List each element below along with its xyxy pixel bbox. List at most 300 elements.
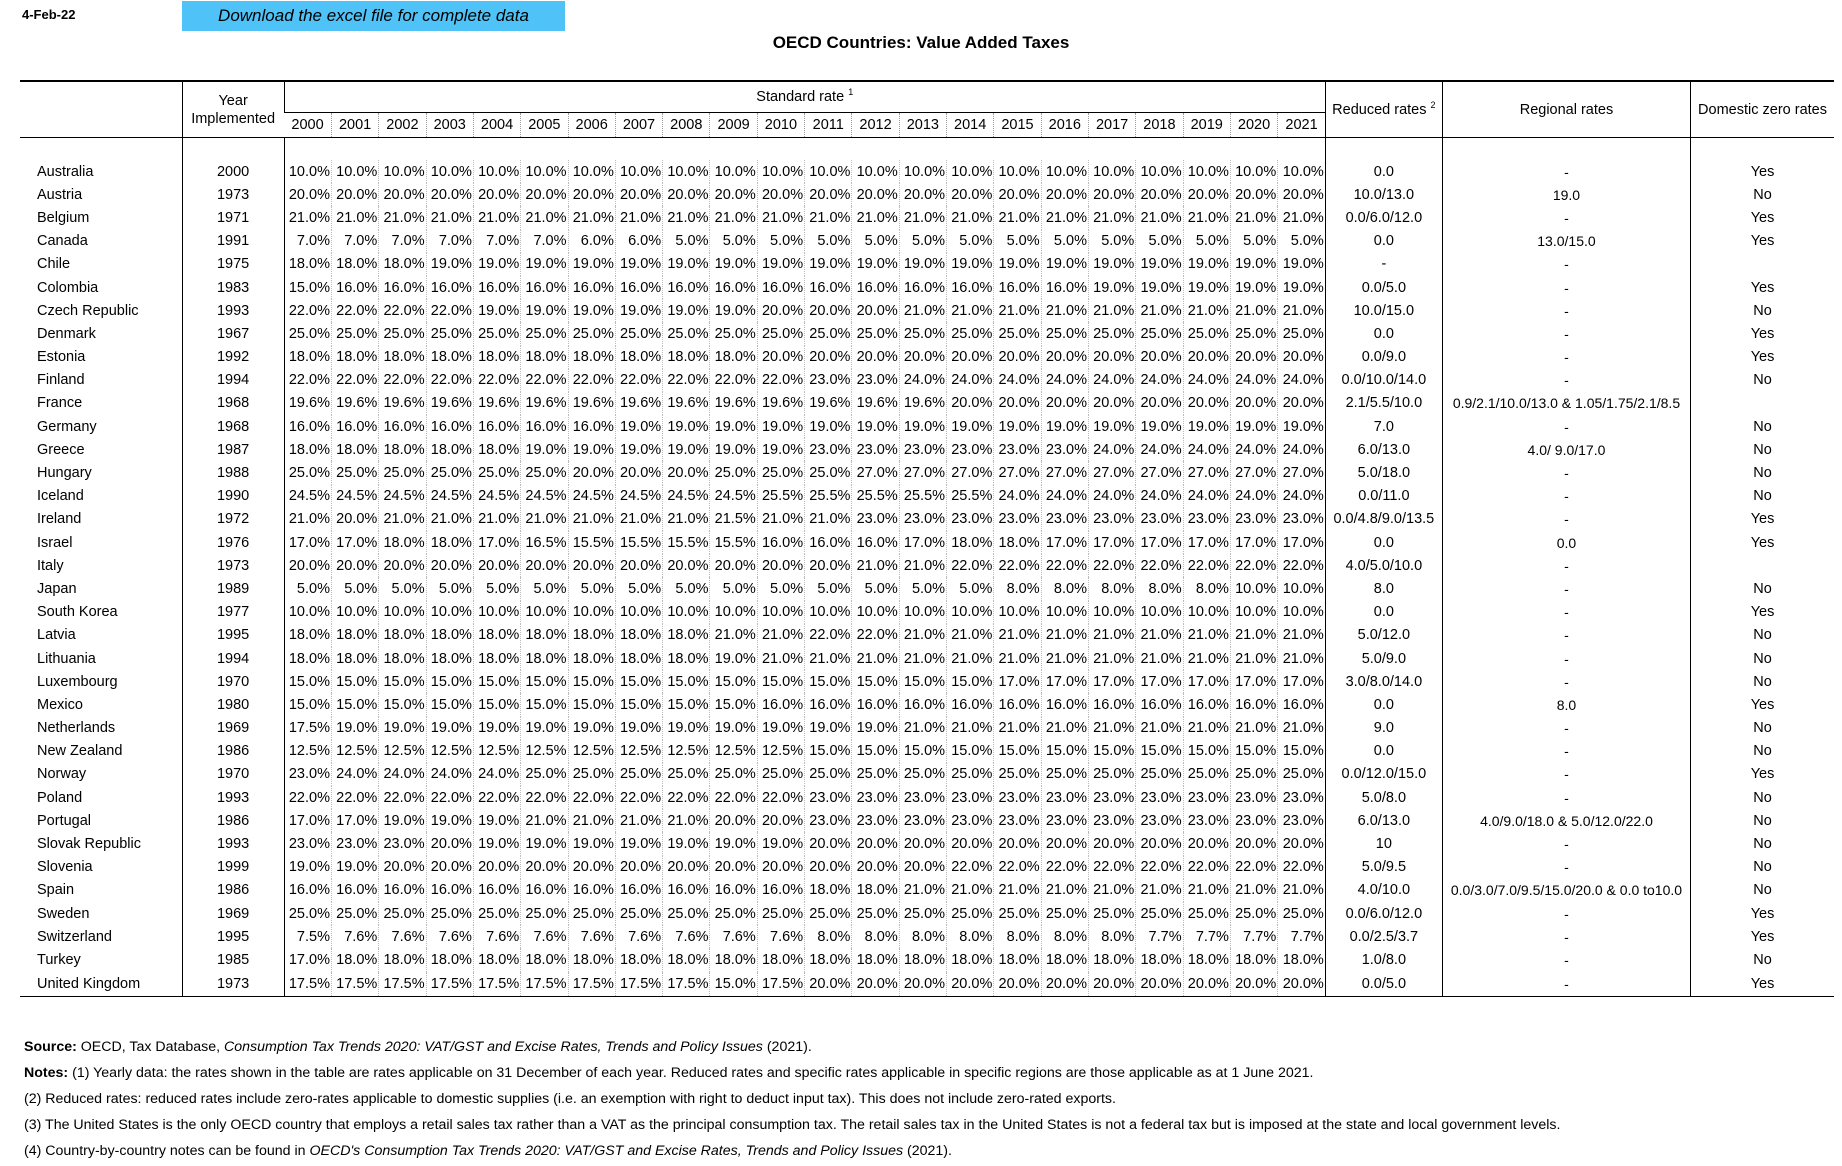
standard-rate-cell: 18.0%	[473, 948, 520, 971]
standard-rate-cell: 19.0%	[615, 438, 662, 461]
standard-rate-cell: 16.0%	[805, 276, 852, 299]
standard-rate-cell: 20.0%	[379, 856, 426, 879]
standard-rate-cell: 24.0%	[1136, 438, 1183, 461]
domestic-zero-cell: Yes	[1691, 601, 1834, 624]
standard-rate-cell: 24.5%	[284, 485, 331, 508]
standard-rate-cell: 15.0%	[852, 740, 899, 763]
standard-rate-cell: 21.0%	[331, 206, 378, 229]
standard-rate-cell: 20.0%	[1183, 392, 1230, 415]
standard-rate-cell: 21.0%	[663, 508, 710, 531]
standard-rate-cell: 23.0%	[1041, 438, 1088, 461]
table-row	[20, 322, 1834, 345]
standard-rate-cell: 22.0%	[852, 624, 899, 647]
standard-rate-cell: 17.0%	[1136, 531, 1183, 554]
standard-rate-cell: 19.0%	[1136, 253, 1183, 276]
standard-rate-cell: 10.0%	[899, 160, 946, 183]
standard-rate-cell: 15.0%	[284, 693, 331, 716]
regional-rates-cell: -	[1442, 346, 1690, 369]
standard-rate-cell: 16.0%	[852, 276, 899, 299]
regional-rates-cell: -	[1442, 415, 1690, 438]
year-implemented-cell: 1993	[182, 832, 284, 855]
standard-rate-cell: 24.0%	[899, 369, 946, 392]
standard-rate-cell: 22.0%	[331, 369, 378, 392]
standard-rate-cell: 10.0%	[379, 601, 426, 624]
regional-rates-cell: -	[1442, 670, 1690, 693]
standard-rate-cell: 5.0%	[899, 230, 946, 253]
standard-rate-cell: 21.0%	[1278, 717, 1326, 740]
standard-rate-cell: 18.0%	[331, 647, 378, 670]
standard-rate-cell: 17.0%	[473, 531, 520, 554]
standard-rate-cell: 25.0%	[710, 763, 757, 786]
standard-rate-cell: 15.0%	[852, 670, 899, 693]
standard-rate-cell: 16.0%	[663, 276, 710, 299]
standard-rate-cell: 12.5%	[710, 740, 757, 763]
standard-rate-cell: 24.0%	[379, 763, 426, 786]
domestic-zero-cell: No	[1691, 717, 1834, 740]
standard-rate-cell: 10.0%	[1088, 601, 1135, 624]
year-implemented-cell: 1985	[182, 948, 284, 971]
table-row	[20, 601, 1834, 624]
standard-rate-cell: 19.0%	[615, 299, 662, 322]
standard-rate-cell: 19.0%	[663, 415, 710, 438]
standard-rate-cell: 18.0%	[284, 624, 331, 647]
standard-rate-cell: 19.0%	[1183, 276, 1230, 299]
reduced-rates-cell: 7.0	[1325, 415, 1442, 438]
standard-rate-cell: 25.0%	[757, 902, 804, 925]
standard-rate-cell: 16.0%	[568, 879, 615, 902]
standard-rate-cell: 18.0%	[1136, 948, 1183, 971]
standard-rate-cell: 5.0%	[615, 577, 662, 600]
standard-rate-cell: 15.0%	[615, 693, 662, 716]
standard-rate-cell: 23.0%	[994, 786, 1041, 809]
standard-rate-cell: 12.5%	[284, 740, 331, 763]
standard-rate-cell: 25.0%	[663, 322, 710, 345]
standard-rate-cell: 18.0%	[284, 438, 331, 461]
standard-rate-cell: 15.0%	[1278, 740, 1326, 763]
standard-rate-cell: 10.0%	[852, 160, 899, 183]
standard-rate-cell: 25.0%	[899, 902, 946, 925]
standard-rate-cell: 16.0%	[1230, 693, 1277, 716]
standard-rate-cell: 25.0%	[568, 763, 615, 786]
standard-rate-cell: 24.0%	[1088, 369, 1135, 392]
standard-rate-cell: 17.5%	[426, 972, 473, 997]
standard-rate-cell: 20.0%	[663, 856, 710, 879]
standard-rate-cell: 7.6%	[473, 925, 520, 948]
standard-rate-cell: 24.5%	[473, 485, 520, 508]
standard-rate-cell: 25.0%	[284, 461, 331, 484]
standard-rate-cell: 20.0%	[1230, 392, 1277, 415]
standard-rate-cell: 25.0%	[757, 461, 804, 484]
standard-rate-cell: 21.0%	[568, 508, 615, 531]
standard-rate-cell: 19.6%	[284, 392, 331, 415]
standard-rate-cell: 18.0%	[615, 647, 662, 670]
standard-rate-cell: 21.0%	[899, 717, 946, 740]
regional-rates-cell: 0.0	[1442, 531, 1690, 554]
reduced-rates-cell: 0.0/9.0	[1325, 346, 1442, 369]
standard-rate-cell: 20.0%	[1088, 392, 1135, 415]
table-row	[20, 693, 1834, 716]
standard-rate-cell: 25.0%	[521, 322, 568, 345]
country-cell: Norway	[37, 766, 87, 783]
standard-rate-cell: 19.6%	[899, 392, 946, 415]
table-row	[20, 160, 1834, 183]
standard-rate-cell: 21.0%	[899, 647, 946, 670]
standard-rate-cell: 15.0%	[994, 740, 1041, 763]
standard-rate-cell: 21.0%	[379, 206, 426, 229]
year-implemented-cell: 1977	[182, 601, 284, 624]
standard-rate-cell: 25.0%	[663, 902, 710, 925]
standard-rate-cell: 19.0%	[473, 809, 520, 832]
standard-rate-cell: 21.0%	[1183, 624, 1230, 647]
standard-rate-cell: 25.0%	[994, 902, 1041, 925]
standard-rate-cell: 20.0%	[1230, 346, 1277, 369]
country-cell: Ireland	[37, 511, 82, 528]
domestic-zero-cell: No	[1691, 299, 1834, 322]
standard-rate-cell: 22.0%	[1230, 856, 1277, 879]
standard-rate-cell: 19.0%	[1278, 253, 1326, 276]
reduced-rates-cell: 0.0/6.0/12.0	[1325, 902, 1442, 925]
reduced-rates-cell: 5.0/8.0	[1325, 786, 1442, 809]
standard-rate-cell: 20.0%	[568, 856, 615, 879]
standard-rate-cell: 12.5%	[521, 740, 568, 763]
standard-rate-cell: 19.0%	[473, 299, 520, 322]
standard-rate-cell: 19.0%	[757, 253, 804, 276]
standard-rate-cell: 20.0%	[426, 832, 473, 855]
standard-rate-cell: 18.0%	[521, 346, 568, 369]
standard-rate-cell: 23.0%	[994, 508, 1041, 531]
domestic-zero-cell: Yes	[1691, 925, 1834, 948]
standard-rate-cell: 24.0%	[994, 485, 1041, 508]
standard-rate-cell: 10.0%	[426, 160, 473, 183]
country-cell: Poland	[37, 789, 83, 806]
table-row	[20, 554, 1834, 577]
standard-rate-cell: 25.0%	[1136, 322, 1183, 345]
standard-rate-cell: 24.0%	[1183, 485, 1230, 508]
standard-rate-cell: 21.0%	[521, 206, 568, 229]
standard-rate-cell: 22.0%	[1088, 554, 1135, 577]
year-implemented-cell: 1972	[182, 508, 284, 531]
standard-rate-cell: 19.0%	[521, 253, 568, 276]
standard-rate-cell: 15.0%	[379, 693, 426, 716]
standard-rate-cell: 21.0%	[757, 624, 804, 647]
standard-rate-cell: 20.0%	[1183, 346, 1230, 369]
standard-rate-cell: 24.0%	[994, 369, 1041, 392]
standard-rate-cell: 23.0%	[994, 809, 1041, 832]
standard-rate-cell: 17.0%	[994, 670, 1041, 693]
standard-rate-cell: 10.0%	[615, 601, 662, 624]
standard-rate-cell: 19.0%	[710, 438, 757, 461]
domestic-zero-cell: Yes	[1691, 902, 1834, 925]
standard-rate-cell: 24.0%	[1183, 369, 1230, 392]
standard-rate-cell: 23.0%	[805, 786, 852, 809]
standard-rate-cell: 8.0%	[947, 925, 994, 948]
standard-rate-cell: 21.0%	[994, 647, 1041, 670]
standard-rate-cell: 24.0%	[1278, 369, 1326, 392]
standard-rate-cell: 23.0%	[1136, 508, 1183, 531]
standard-rate-cell: 10.0%	[805, 601, 852, 624]
standard-rate-cell: 18.0%	[615, 346, 662, 369]
table-row	[20, 832, 1834, 855]
standard-rate-cell: 18.0%	[331, 624, 378, 647]
standard-rate-cell: 10.0%	[1230, 577, 1277, 600]
standard-rate-cell: 17.0%	[1088, 531, 1135, 554]
standard-rate-cell: 19.0%	[710, 299, 757, 322]
standard-rate-cell: 16.0%	[805, 531, 852, 554]
standard-rate-cell: 19.0%	[284, 856, 331, 879]
standard-rate-cell: 18.0%	[805, 879, 852, 902]
standard-rate-cell: 10.0%	[663, 160, 710, 183]
standard-rate-cell: 23.0%	[852, 438, 899, 461]
standard-rate-cell: 23.0%	[805, 809, 852, 832]
standard-rate-cell: 19.0%	[521, 438, 568, 461]
standard-rate-cell: 10.0%	[1278, 577, 1326, 600]
country-cell: Luxembourg	[37, 673, 118, 690]
standard-rate-cell: 24.5%	[568, 485, 615, 508]
table-row	[20, 902, 1834, 925]
standard-rate-cell: 20.0%	[1136, 972, 1183, 997]
regional-rates-cell: -	[1442, 160, 1690, 183]
table-row	[20, 183, 1834, 206]
standard-rate-cell: 16.0%	[426, 879, 473, 902]
standard-rate-cell: 18.0%	[379, 948, 426, 971]
standard-rate-cell: 23.0%	[947, 508, 994, 531]
year-header: 2003	[426, 113, 473, 138]
standard-rate-cell: 5.0%	[1230, 230, 1277, 253]
standard-rate-cell: 17.0%	[1230, 531, 1277, 554]
standard-rate-cell: 10.0%	[805, 160, 852, 183]
standard-rate-cell: 18.0%	[426, 438, 473, 461]
domestic-zero-cell: Yes	[1691, 508, 1834, 531]
standard-rate-cell: 19.0%	[663, 717, 710, 740]
standard-rate-cell: 23.0%	[899, 438, 946, 461]
standard-rate-cell: 22.0%	[568, 786, 615, 809]
standard-rate-cell: 15.0%	[1136, 740, 1183, 763]
standard-rate-cell: 23.0%	[899, 786, 946, 809]
standard-rate-cell: 16.0%	[947, 276, 994, 299]
year-implemented-header: Year Implemented	[182, 81, 284, 138]
standard-rate-cell: 15.0%	[615, 670, 662, 693]
standard-rate-cell: 20.0%	[1136, 832, 1183, 855]
standard-rate-cell: 20.0%	[284, 183, 331, 206]
standard-rate-cell: 21.0%	[284, 508, 331, 531]
standard-rate-cell: 20.0%	[1136, 392, 1183, 415]
standard-rate-cell: 5.0%	[426, 577, 473, 600]
standard-rate-cell: 22.0%	[1183, 856, 1230, 879]
year-implemented-cell: 1988	[182, 461, 284, 484]
reduced-rates-cell: 0.0/4.8/9.0/13.5	[1325, 508, 1442, 531]
standard-rate-cell: 7.0%	[331, 230, 378, 253]
reduced-rates-cell: 5.0/9.5	[1325, 856, 1442, 879]
standard-rate-cell: 19.0%	[1088, 276, 1135, 299]
standard-rate-cell: 16.0%	[994, 276, 1041, 299]
standard-rate-cell: 24.5%	[615, 485, 662, 508]
standard-rate-cell: 18.0%	[426, 948, 473, 971]
standard-rate-cell: 20.0%	[284, 554, 331, 577]
standard-rate-cell: 10.0%	[1230, 160, 1277, 183]
standard-rate-cell: 19.0%	[710, 832, 757, 855]
standard-rate-cell: 20.0%	[1088, 972, 1135, 997]
domestic-zero-cell: No	[1691, 670, 1834, 693]
year-implemented-cell: 1993	[182, 786, 284, 809]
standard-rate-cell: 25.0%	[805, 902, 852, 925]
standard-rate-cell: 15.0%	[663, 693, 710, 716]
standard-rate-cell: 7.6%	[757, 925, 804, 948]
standard-rate-cell: 25.0%	[1041, 902, 1088, 925]
standard-rate-cell: 20.0%	[710, 809, 757, 832]
country-cell: Latvia	[37, 627, 76, 644]
standard-rate-cell: 25.0%	[473, 461, 520, 484]
domestic-zero-cell: Yes	[1691, 206, 1834, 229]
standard-rate-cell: 18.0%	[1041, 948, 1088, 971]
standard-rate-cell: 20.0%	[757, 856, 804, 879]
standard-rate-cell: 27.0%	[1183, 461, 1230, 484]
standard-rate-cell: 21.0%	[947, 717, 994, 740]
standard-rate-cell: 12.5%	[473, 740, 520, 763]
standard-rate-cell: 20.0%	[994, 972, 1041, 997]
standard-rate-cell: 16.0%	[426, 276, 473, 299]
country-cell: Mexico	[37, 696, 83, 713]
standard-rate-cell: 25.0%	[947, 763, 994, 786]
year-implemented-cell: 1986	[182, 879, 284, 902]
standard-rate-cell: 17.5%	[757, 972, 804, 997]
standard-rate-cell: 5.0%	[710, 230, 757, 253]
standard-rate-cell: 23.0%	[1278, 786, 1326, 809]
standard-rate-cell: 21.0%	[994, 299, 1041, 322]
standard-rate-cell: 19.0%	[331, 717, 378, 740]
standard-rate-cell: 5.0%	[805, 230, 852, 253]
standard-rate-cell: 21.0%	[1230, 299, 1277, 322]
standard-rate-cell: 23.0%	[899, 508, 946, 531]
standard-rate-cell: 21.0%	[1278, 299, 1326, 322]
standard-rate-cell: 20.0%	[568, 461, 615, 484]
reduced-rates-cell: 5.0/9.0	[1325, 647, 1442, 670]
standard-rate-cell: 21.0%	[947, 647, 994, 670]
regional-rates-cell: -	[1442, 299, 1690, 322]
standard-rate-cell: 23.0%	[852, 508, 899, 531]
standard-rate-cell: 24.5%	[331, 485, 378, 508]
standard-rate-cell: 15.0%	[284, 670, 331, 693]
year-implemented-cell: 1994	[182, 369, 284, 392]
reduced-rates-cell: 4.0/5.0/10.0	[1325, 554, 1442, 577]
table-row	[20, 763, 1834, 786]
standard-rate-cell: 23.0%	[1183, 809, 1230, 832]
standard-rate-cell: 10.0%	[615, 160, 662, 183]
country-cell: Colombia	[37, 279, 99, 296]
standard-rate-cell: 15.0%	[947, 740, 994, 763]
standard-rate-cell: 23.0%	[1088, 809, 1135, 832]
standard-rate-cell: 18.0%	[331, 438, 378, 461]
regional-rates-cell: -	[1442, 276, 1690, 299]
standard-rate-cell: 16.0%	[947, 693, 994, 716]
domestic-zero-cell: No	[1691, 461, 1834, 484]
standard-rate-cell: 25.0%	[1183, 902, 1230, 925]
year-header: 2010	[757, 113, 804, 138]
table-row	[20, 948, 1834, 971]
year-implemented-cell: 1973	[182, 554, 284, 577]
standard-rate-cell: 17.5%	[615, 972, 662, 997]
standard-rate-cell: 22.0%	[710, 369, 757, 392]
standard-rate-cell: 18.0%	[568, 948, 615, 971]
country-cell: Italy	[37, 557, 64, 574]
standard-rate-cell: 21.0%	[521, 809, 568, 832]
standard-rate-cell: 10.0%	[947, 160, 994, 183]
year-header: 2011	[805, 113, 852, 138]
standard-rate-cell: 20.0%	[757, 346, 804, 369]
standard-rate-cell: 20.0%	[805, 832, 852, 855]
year-implemented-cell: 1971	[182, 206, 284, 229]
standard-rate-cell: 18.0%	[1230, 948, 1277, 971]
standard-rate-cell: 18.0%	[663, 948, 710, 971]
regional-rates-cell: -	[1442, 740, 1690, 763]
table-row	[20, 230, 1834, 253]
download-excel-button[interactable]: Download the excel file for complete data	[182, 1, 565, 31]
standard-rate-cell: 7.0%	[284, 230, 331, 253]
reduced-rates-cell: 2.1/5.5/10.0	[1325, 392, 1442, 415]
standard-rate-cell: 10.0%	[710, 160, 757, 183]
year-implemented-cell: 1968	[182, 415, 284, 438]
standard-rate-cell: 17.0%	[284, 809, 331, 832]
standard-rate-cell: 19.0%	[710, 415, 757, 438]
domestic-zero-cell: Yes	[1691, 531, 1834, 554]
standard-rate-cell: 18.0%	[568, 346, 615, 369]
standard-rate-cell: 18.0%	[805, 948, 852, 971]
standard-rate-cell: 22.0%	[757, 786, 804, 809]
standard-rate-cell: 24.0%	[1278, 438, 1326, 461]
standard-rate-cell: 21.0%	[615, 508, 662, 531]
reduced-rates-cell: 10.0/13.0	[1325, 183, 1442, 206]
standard-rate-cell: 22.0%	[1183, 554, 1230, 577]
standard-rate-cell: 15.0%	[1230, 740, 1277, 763]
standard-rate-cell: 20.0%	[947, 972, 994, 997]
standard-rate-cell: 17.0%	[1278, 670, 1326, 693]
standard-rate-cell: 7.6%	[379, 925, 426, 948]
standard-rate-cell: 25.0%	[1230, 763, 1277, 786]
reduced-rates-cell: 5.0/12.0	[1325, 624, 1442, 647]
standard-rate-cell: 20.0%	[331, 183, 378, 206]
standard-rate-cell: 23.0%	[1041, 786, 1088, 809]
reduced-rates-cell: 0.0/5.0	[1325, 972, 1442, 997]
standard-rate-cell: 16.0%	[1088, 693, 1135, 716]
year-implemented-cell: 1990	[182, 485, 284, 508]
year-header: 2020	[1230, 113, 1277, 138]
standard-rate-cell: 18.0%	[710, 948, 757, 971]
standard-rate-cell: 25.0%	[615, 902, 662, 925]
standard-rate-cell: 10.0%	[331, 601, 378, 624]
standard-rate-cell: 16.0%	[757, 879, 804, 902]
standard-rate-cell: 17.0%	[1278, 531, 1326, 554]
standard-rate-cell: 24.0%	[1041, 369, 1088, 392]
standard-rate-cell: 22.0%	[663, 786, 710, 809]
reduced-rates-cell: 0.0	[1325, 693, 1442, 716]
standard-rate-cell: 21.0%	[1136, 879, 1183, 902]
standard-rate-cell: 7.6%	[568, 925, 615, 948]
standard-rate-cell: 19.0%	[994, 415, 1041, 438]
standard-rate-cell: 27.0%	[1088, 461, 1135, 484]
reduced-rates-cell: 0.0	[1325, 230, 1442, 253]
standard-rate-cell: 23.0%	[1230, 809, 1277, 832]
standard-rate-cell: 21.0%	[379, 508, 426, 531]
standard-rate-cell: 19.0%	[994, 253, 1041, 276]
table-body	[20, 138, 1834, 997]
standard-rate-cell: 25.0%	[710, 461, 757, 484]
standard-rate-cell: 18.0%	[1278, 948, 1326, 971]
standard-rate-cell: 20.0%	[852, 346, 899, 369]
standard-rate-cell: 21.0%	[1041, 717, 1088, 740]
standard-rate-cell: 19.6%	[426, 392, 473, 415]
standard-rate-cell: 21.0%	[1041, 879, 1088, 902]
standard-rate-cell: 21.0%	[615, 809, 662, 832]
domestic-zero-cell: No	[1691, 624, 1834, 647]
